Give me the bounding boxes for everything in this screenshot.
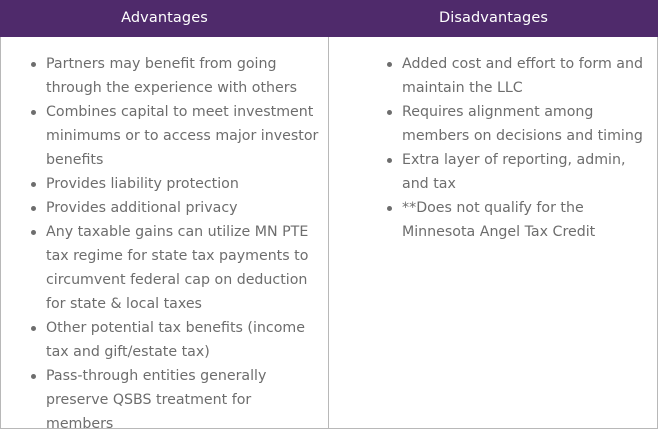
advantages-column (0, 37, 329, 432)
bullet-icon (31, 182, 36, 187)
disadvantage-text: Requires alignment among members on decisions and timing (402, 104, 643, 144)
list-item (31, 172, 321, 196)
disadvantage-text: Added cost and effort to form and maintain the LLC (402, 56, 643, 96)
advantage-text: Provides liability protection (46, 176, 239, 192)
advantage-text: Partners may benefit from going through the experience with others (46, 56, 297, 96)
list-item (31, 100, 321, 172)
bullet-icon (387, 62, 392, 67)
bullet-icon (387, 110, 392, 115)
advantages-list (31, 52, 321, 436)
list-item (31, 364, 321, 436)
disadvantages-list (387, 52, 655, 244)
advantage-text: Any taxable gains can utilize MN PTE tax regime for state tax payments to circumvent federal cap on deduction for state & local taxes (46, 224, 309, 312)
bullet-icon (31, 326, 36, 331)
list-item (387, 52, 655, 100)
list-item (31, 220, 321, 316)
bullet-icon (31, 110, 36, 115)
list-item (31, 52, 321, 100)
disadvantages-header: Disadvantages (438, 10, 549, 26)
bullet-icon (31, 374, 36, 379)
advantage-text: Combines capital to meet investment minimums or to access major investor benefits (46, 104, 319, 168)
disadvantage-text: Extra layer of reporting, admin, and tax (402, 152, 626, 192)
list-item (387, 100, 655, 148)
disadvantage-text: **Does not qualify for the Minnesota Angel Tax Credit (402, 200, 596, 240)
advantages-header: Advantages (121, 10, 208, 26)
advantage-text: Other potential tax benefits (income tax and gift/estate tax) (46, 320, 305, 360)
advantage-text: Pass-through entities generally preserve QSBS treatment for members (46, 368, 267, 432)
table-header-row (0, 0, 658, 37)
list-item (387, 196, 655, 244)
list-item (31, 196, 321, 220)
table-body-row (0, 37, 658, 432)
list-item (31, 316, 321, 364)
bullet-icon (31, 206, 36, 211)
bullet-icon (31, 230, 36, 235)
disadvantages-column (329, 37, 658, 429)
advantage-text: Provides additional privacy (46, 200, 238, 216)
bullet-icon (387, 158, 392, 163)
bullet-icon (31, 62, 36, 67)
bullet-icon (387, 206, 392, 211)
list-item (387, 148, 655, 196)
